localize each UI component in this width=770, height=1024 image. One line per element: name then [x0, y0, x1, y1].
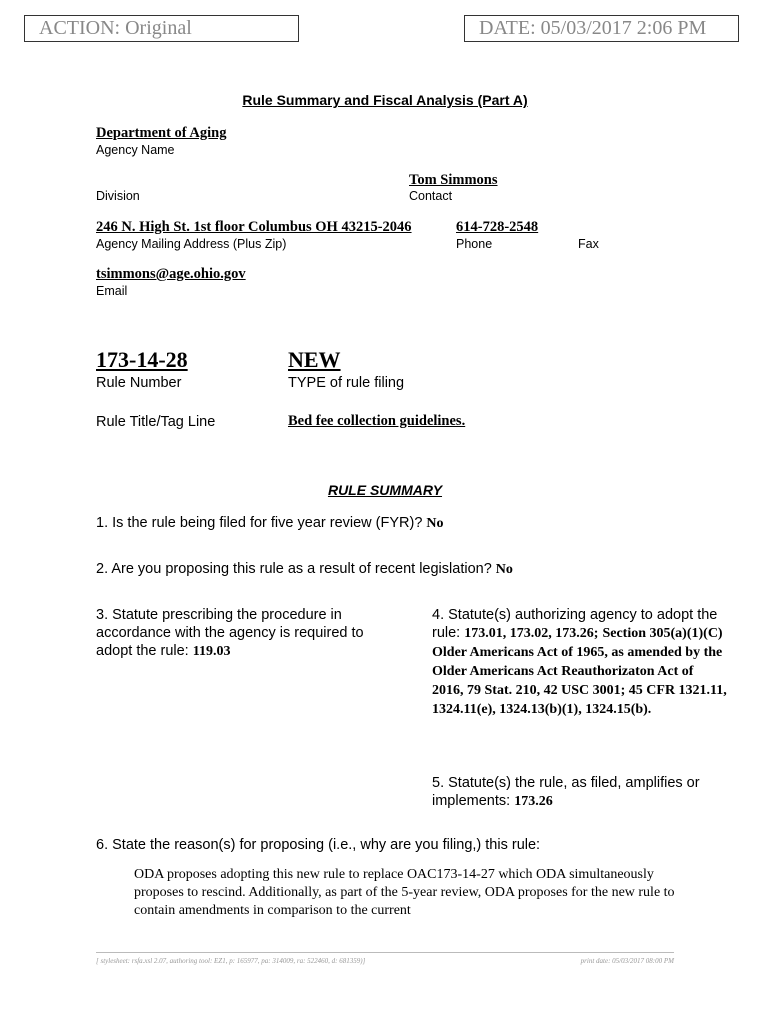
answer-5: 173.26 — [514, 794, 553, 809]
question-6: 6. State the reason(s) for proposing (i.e., why are you filing,) this rule: — [96, 837, 541, 853]
address-value: 246 N. High St. 1st floor Columbus OH 43215-2046 — [96, 219, 412, 235]
email-value: tsimmons@age.ohio.gov — [96, 266, 246, 282]
phone-value: 614-728-2548 — [456, 219, 539, 235]
rule-title-value: Bed fee collection guidelines. — [288, 413, 466, 429]
answer-4-rest: Section 305(a)(1)(C) Older Americans Act of 1965, as amended by the Older Americans Act Reauthorizaton Act of 2016, 79 Stat. 210, 42 USC 3001; 45 CFR 1321.11, 1324.11(e), 1324.13(b)(1), 1324.15(b). — [432, 626, 727, 717]
document-title: Rule Summary and Fiscal Analysis (Part A) — [242, 92, 528, 108]
rule-number-value: 173-14-28 — [96, 347, 188, 372]
division-label: Division — [96, 189, 140, 203]
question-2 — [96, 560, 513, 579]
answer-6: ODA proposes adopting this new rule to replace OAC173-14-27 which ODA simultaneously proposes to rescind. Additionally, as part of the 5-year review, ODA proposes for the new rule to contain amendments in comparison to the current — [134, 867, 675, 918]
footer-right: print date: 05/03/2017 08:00 PM — [580, 957, 674, 965]
footer-left: [ stylesheet: rsfa.xsl 2.07, authoring tool: EZ1, p: 165977, pa: 314009, ra: 522460, d: 681359)] — [96, 957, 366, 965]
email-label: Email — [96, 284, 128, 298]
date-text: DATE: 05/03/2017 2:06 PM — [479, 17, 707, 39]
answer-3: 119.03 — [192, 644, 231, 659]
rule-type-value: NEW — [288, 347, 341, 372]
rule-number-label: Rule Number — [96, 375, 182, 391]
answer-2: No — [495, 562, 513, 577]
question-4-text: 4. Statute(s) authorizing agency to adopt the rule: — [432, 607, 718, 641]
question-1-text: 1. Is the rule being filed for five year review (FYR)? — [96, 515, 423, 531]
date-box — [464, 15, 739, 42]
action-text: ACTION: Original — [39, 17, 192, 39]
footer-divider — [96, 952, 674, 953]
rule-type-label: TYPE of rule filing — [288, 375, 405, 391]
phone-label: Phone — [456, 237, 493, 251]
answer-4-first: 173.01, 173.02, 173.26; — [464, 626, 599, 641]
contact-value: Tom Simmons — [409, 172, 498, 188]
answer-1: No — [426, 516, 444, 531]
fax-label: Fax — [578, 237, 599, 251]
question-3-text: 3. Statute prescribing the procedure in accordance with the agency is required to adopt the rule: — [96, 607, 364, 659]
rule-title-label: Rule Title/Tag Line — [96, 414, 216, 430]
question-3 — [96, 606, 396, 661]
agency-name-value: Department of Aging — [96, 125, 227, 141]
question-5 — [432, 774, 732, 811]
question-5-text: 5. Statute(s) the rule, as filed, amplifies or implements: — [432, 775, 700, 809]
question-1 — [96, 514, 444, 533]
rule-summary-heading: RULE SUMMARY — [327, 482, 443, 498]
question-2-text: 2. Are you proposing this rule as a result of recent legislation? — [96, 561, 492, 577]
address-label: Agency Mailing Address (Plus Zip) — [96, 237, 287, 251]
question-4 — [432, 606, 728, 719]
agency-name-label: Agency Name — [96, 143, 175, 157]
contact-label: Contact — [409, 189, 453, 203]
action-box — [24, 15, 299, 42]
